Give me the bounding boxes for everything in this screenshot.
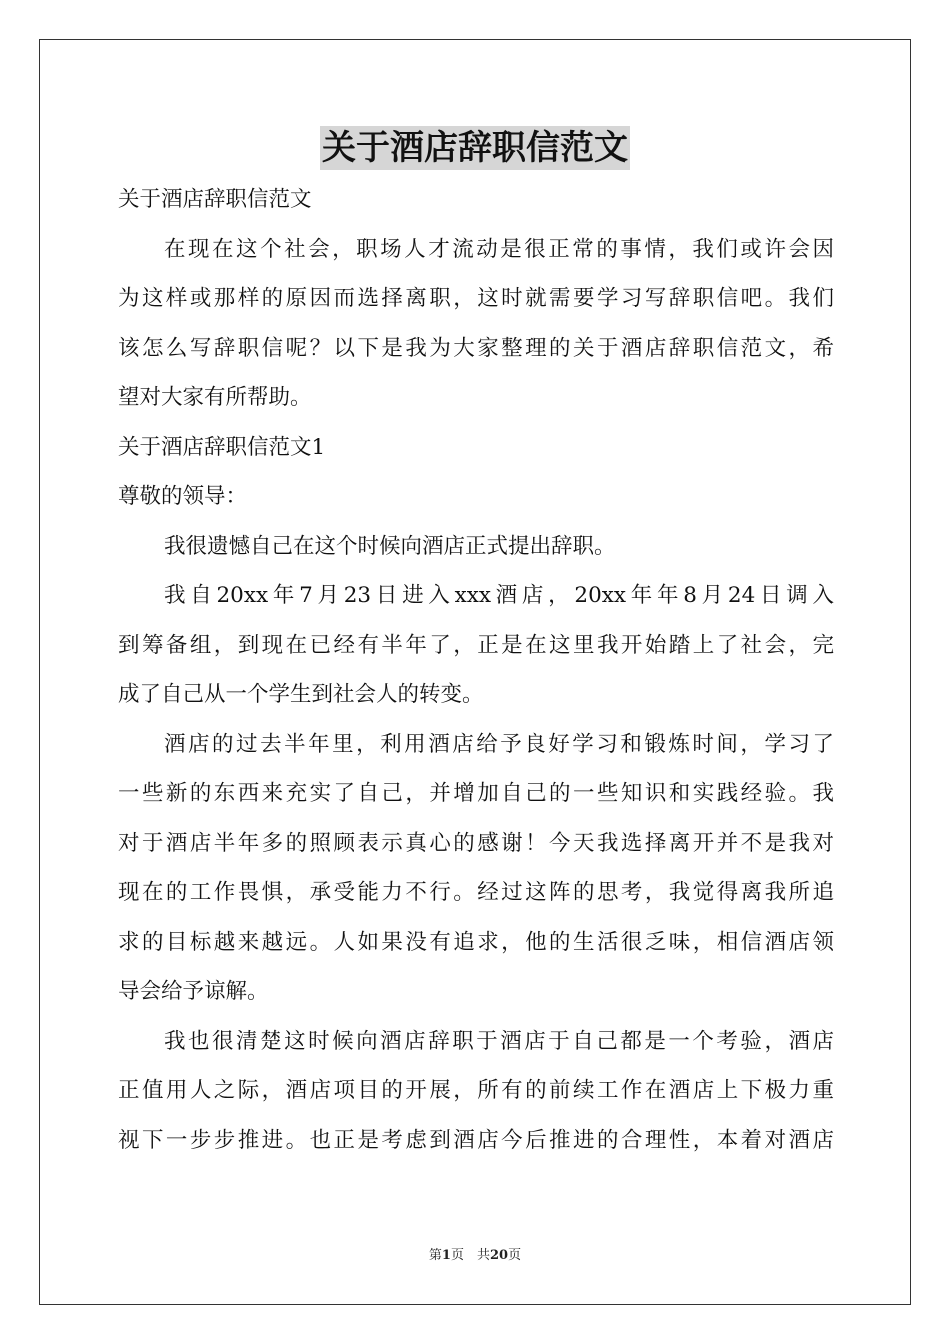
subtitle-line: 关于酒店辞职信范文 <box>118 187 312 212</box>
footer-middle: 页 共 <box>450 1248 490 1263</box>
footer-total-pages: 20 <box>489 1248 509 1263</box>
page-footer <box>0 1248 950 1264</box>
document-title: 关于酒店辞职信范文 <box>322 128 628 168</box>
paragraph-line: 在现在这个社会，职场人才流动是很正常的事情，我们或许会因 <box>164 236 834 262</box>
paragraph-line: 该怎么写辞职信呢？以下是我为大家整理的关于酒店辞职信范文，希 <box>118 335 834 361</box>
paragraph-line: 我自20xx年7月23日进入xxx酒店，20xx年年8月24日调入 <box>164 583 834 608</box>
paragraph-line: 成了自己从一个学生到社会人的转变。 <box>118 682 484 707</box>
paragraph-line: 为这样或那样的原因而选择离职，这时就需要学习写辞职信吧。我们 <box>118 286 834 311</box>
salutation: 尊敬的领导： <box>118 484 248 509</box>
footer-current-page: 1 <box>441 1248 451 1263</box>
title-container <box>0 126 950 170</box>
section-heading: 关于酒店辞职信范文1 <box>118 434 326 460</box>
paragraph-line: 现在的工作畏惧，承受能力不行。经过这阵的思考，我觉得离我所追 <box>118 880 834 905</box>
paragraph-line: 导会给予谅解。 <box>118 979 269 1004</box>
paragraph-line: 望对大家有所帮助。 <box>118 385 312 410</box>
paragraph-line: 一些新的东西来充实了自己，并增加自己的一些知识和实践经验。我 <box>118 781 834 806</box>
paragraph-line: 我也很清楚这时候向酒店辞职于酒店于自己都是一个考验，酒店 <box>164 1028 834 1054</box>
document-body <box>118 175 834 1165</box>
paragraph-line: 视下一步步推进。也正是考虑到酒店今后推进的合理性，本着对酒店 <box>118 1127 834 1153</box>
paragraph-line: 酒店的过去半年里，利用酒店给予良好学习和锻炼时间，学习了 <box>164 731 834 757</box>
footer-suffix: 页 <box>508 1248 522 1263</box>
paragraph-line: 到筹备组，到现在已经有半年了，正是在这里我开始踏上了社会，完 <box>118 632 834 658</box>
paragraph-line: 对于酒店半年多的照顾表示真心的感谢！今天我选择离开并不是我对 <box>118 830 834 856</box>
paragraph-line: 我很遗憾自己在这个时候向酒店正式提出辞职。 <box>164 533 616 559</box>
footer-prefix: 第 <box>428 1248 442 1263</box>
paragraph-line: 求的目标越来越远。人如果没有追求，他的生活很乏味，相信酒店领 <box>118 929 834 955</box>
paragraph-line: 正值用人之际，酒店项目的开展，所有的前续工作在酒店上下极力重 <box>118 1078 834 1103</box>
